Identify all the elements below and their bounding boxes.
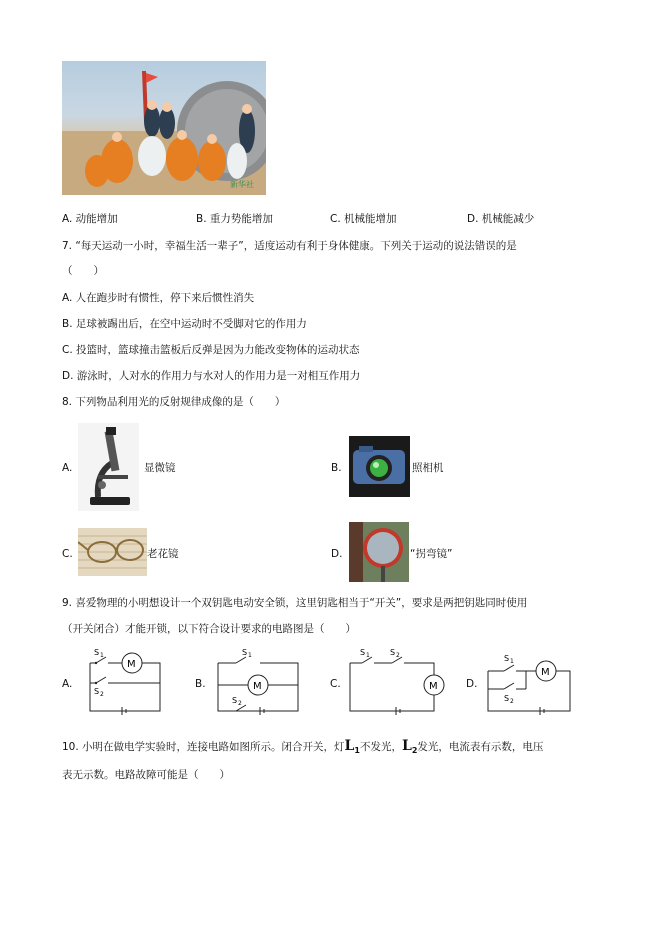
motor-label-b: M [253, 681, 262, 692]
s2-label-b: S [232, 696, 238, 705]
s1-label-c: S [360, 648, 366, 657]
q10-text-a: 10. 小明在做电学实验时，连接电路如图所示。闭合开关，灯 [62, 741, 345, 753]
q8-option-c-label[interactable]: 老花镜 [147, 548, 179, 560]
circuit-diagram-d[interactable] [480, 645, 580, 717]
s2-label-c: S [390, 648, 396, 657]
q10-stem-line1 [62, 739, 543, 758]
q9-option-a[interactable]: A. [62, 678, 73, 690]
s1-sub-a: 1 [100, 652, 104, 659]
s1-label-a: S [94, 648, 100, 657]
camera-icon [349, 436, 410, 497]
q7-option-d[interactable]: D. 游泳时，人对水的作用力与水对人的作用力是一对相互作用力 [62, 370, 361, 382]
q8-stem: 8. 下列物品利用光的反射规律成像的是（ ） [62, 396, 286, 408]
q8-option-d-label[interactable]: “拐弯镜” [410, 548, 453, 560]
microscope-icon [78, 423, 139, 511]
s1-sub-d: 1 [510, 658, 514, 665]
q9-option-d[interactable]: D. [466, 678, 478, 690]
circuit-diagram-b[interactable] [208, 645, 308, 717]
l2-subscript: 2 [411, 746, 418, 756]
q7-stem: 7. “每天运动一小时，幸福生活一辈子”，适度运动有利于身体健康。下列关于运动的说法错误的是 [62, 240, 517, 252]
q10-text-c: 发光，电流表有示数，电压 [417, 741, 544, 753]
q7-option-c[interactable]: C. 投篮时，篮球撞击篮板后反弹是因为力能改变物体的运动状态 [62, 344, 360, 356]
s2-sub-b: 2 [238, 700, 242, 707]
q9-option-b[interactable]: B. [195, 678, 206, 690]
q7-answer-paren: （ ） [62, 265, 104, 277]
q6-option-b[interactable]: B. 重力势能增加 [196, 213, 273, 225]
s1-label-b: S [242, 648, 248, 657]
q8-option-a-letter[interactable]: A. [62, 462, 73, 474]
q7-option-a[interactable]: A. 人在跑步时有惯性，停下来后惯性消失 [62, 292, 255, 304]
q10-stem-line2: 表无示数。电路故障可能是（ ） [62, 769, 230, 781]
motor-label-c: M [429, 681, 438, 692]
l1-subscript: 1 [354, 746, 360, 756]
q6-option-d[interactable]: D. 机械能减少 [467, 213, 535, 225]
q6-option-a[interactable]: A. 动能增加 [62, 213, 118, 225]
q6-option-c[interactable]: C. 机械能增加 [330, 213, 397, 225]
s2-label-a: S [94, 687, 100, 696]
q9-option-c[interactable]: C. [330, 678, 341, 690]
q9-stem-line1: 9. 喜爱物理的小明想设计一个双钥匙电动安全锁，这里钥匙相当于“开关”，要求是两把钥匙同时使用 [62, 597, 528, 609]
q10-text-b: 不发光， [359, 741, 402, 753]
l2-symbol: L [401, 738, 412, 754]
circuit-diagram-c[interactable] [344, 645, 454, 717]
s1-sub-b: 1 [248, 652, 252, 659]
astronaut-landing-photo [62, 61, 266, 195]
s2-sub-c: 2 [396, 652, 400, 659]
convex-mirror-icon [349, 522, 409, 582]
l1-symbol: L [344, 738, 355, 754]
q8-option-a-label[interactable]: 显微镜 [144, 462, 176, 474]
q8-option-b-label[interactable]: 照相机 [412, 462, 444, 474]
reading-glasses-icon [78, 528, 147, 576]
q7-option-b[interactable]: B. 足球被踢出后，在空中运动时不受脚对它的作用力 [62, 318, 307, 330]
q8-option-d-letter[interactable]: D. [331, 548, 343, 560]
circuit-diagram-a[interactable] [70, 645, 170, 717]
q8-option-c-letter[interactable]: C. [62, 548, 73, 560]
s2-sub-d: 2 [510, 698, 514, 705]
q8-option-b-letter[interactable]: B. [331, 462, 342, 474]
s2-label-d: S [504, 694, 510, 703]
motor-label-d: M [541, 667, 550, 678]
photo-watermark: 新华社 [230, 180, 254, 189]
s1-sub-c: 1 [366, 652, 370, 659]
s2-sub-a: 2 [100, 691, 104, 698]
q9-stem-line2: （开关闭合）才能开锁，以下符合设计要求的电路图是（ ） [62, 623, 356, 635]
motor-label-a: M [127, 659, 136, 670]
s1-label-d: S [504, 654, 510, 663]
